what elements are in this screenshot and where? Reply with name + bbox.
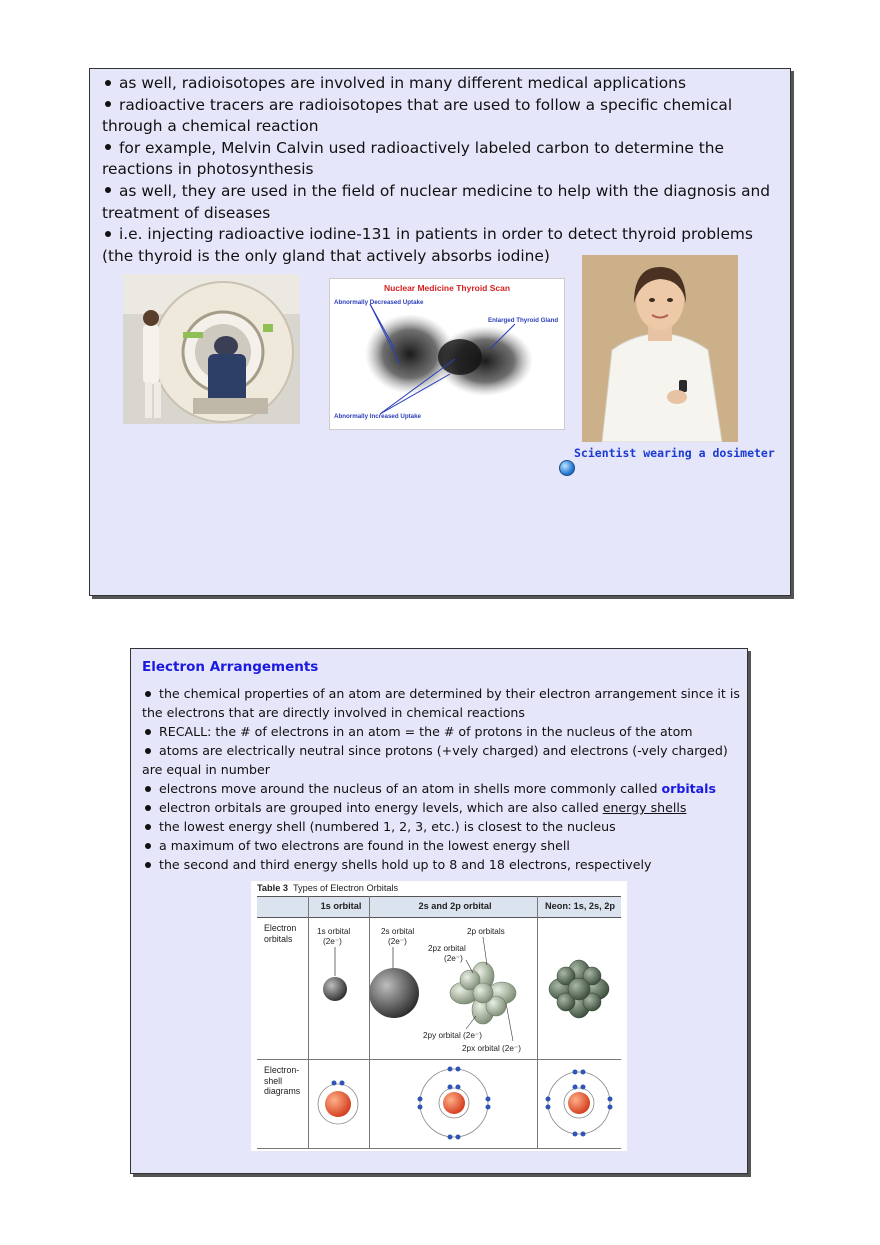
bullet-item <box>102 73 786 95</box>
term-energy-shells: energy shells <box>602 800 687 815</box>
bullet-item <box>102 138 786 181</box>
bullet-dot <box>105 101 111 107</box>
bullet-item <box>102 181 786 224</box>
label-2px: 2px orbital (2e⁻) <box>462 1044 521 1053</box>
bullet-item <box>142 836 742 855</box>
bullet-text: the chemical properties of an atom are determined by their electron arrangement since it is the electrons that are directly involved in chemical reactions <box>142 686 740 720</box>
scan-label-increased: Abnormally Increased Uptake <box>334 413 421 420</box>
label-1s-e: (2e⁻) <box>323 937 342 946</box>
bullet-dot <box>105 231 111 237</box>
orbital-diagrams <box>251 881 627 1151</box>
thyroid-scan-image <box>329 278 565 430</box>
bullet-text: as well, they are used in the field of nuclear medicine to help with the diagnosis and treatment of diseases <box>102 181 771 222</box>
scan-title: Nuclear Medicine Thyroid Scan <box>383 283 511 293</box>
bullet-dot <box>145 824 151 830</box>
ct-scanner-photo <box>123 274 300 424</box>
bullet-dot <box>145 748 151 754</box>
electron-orbitals-table <box>251 881 627 1151</box>
bullet-dot <box>145 729 151 735</box>
bullet-item <box>142 855 742 874</box>
bullet-text: the second and third energy shells hold up to 8 and 18 electrons, respectively <box>159 857 652 872</box>
bullet-text: atoms are electrically neutral since protons (+vely charged) and electrons (-vely charged) are equal in number <box>142 743 728 777</box>
photo-caption: Scientist wearing a dosimeter <box>574 446 775 460</box>
scan-label-decreased: Abnormally Decreased Uptake <box>334 299 424 306</box>
bullet-dot <box>105 187 111 193</box>
bullet-text: electrons move around the nucleus of an atom in shells more commonly called <box>159 781 662 796</box>
term-orbitals: orbitals <box>661 781 716 796</box>
label-1s: 1s orbital <box>317 927 351 936</box>
bullet-text: radioactive tracers are radioisotopes that are used to follow a specific chemical through a chemical reaction <box>102 95 733 136</box>
bullet-dot <box>145 691 151 697</box>
label-2s: 2s orbital <box>381 927 415 936</box>
bullet-text: for example, Melvin Calvin used radioactively labeled carbon to determine the reactions in photosynthesis <box>102 138 724 179</box>
bullet-text: i.e. injecting radioactive iodine-131 in patients in order to detect thyroid problems (the thyroid is the only gland that actively absorbs iodine) <box>102 225 753 265</box>
header-1s: 1s orbital <box>320 901 362 911</box>
bullet-dot <box>145 786 151 792</box>
bullet-text: the lowest energy shell (numbered 1, 2, 3, etc.) is closest to the nucleus <box>159 819 616 834</box>
bullet-item <box>142 684 742 722</box>
bullet-text: a maximum of two electrons are found in the lowest energy shell <box>159 838 570 853</box>
bullet-text: as well, radioisotopes are involved in many different medical applications <box>119 74 686 92</box>
bullet-item <box>142 798 742 817</box>
label-2pz-e: (2e⁻) <box>444 954 463 963</box>
scan-label-enlarged: Enlarged Thyroid Gland <box>488 317 559 324</box>
label-2p-orbitals: 2p orbitals <box>467 927 505 936</box>
table-number: Table 3 <box>257 883 288 893</box>
bullet-dot <box>145 862 151 868</box>
bullet-item <box>142 722 742 741</box>
bullet-dot <box>105 80 111 86</box>
globe-icon[interactable] <box>559 460 575 476</box>
label-2s-e: (2e⁻) <box>388 937 407 946</box>
bullet-dot <box>105 144 111 150</box>
bullet-dot <box>145 805 151 811</box>
slide-electron-arrangements <box>130 648 748 1174</box>
bullet-item <box>142 779 742 798</box>
row-label-shell-diagrams: Electron-shell diagrams <box>264 1065 301 1096</box>
bullet-text: RECALL: the # of electrons in an atom = the # of protons in the nucleus of the atom <box>159 724 693 739</box>
header-2s-2p: 2s and 2p orbital <box>418 901 492 911</box>
bullet-list <box>102 73 786 267</box>
bullet-item <box>142 741 742 779</box>
label-2py: 2py orbital (2e⁻) <box>423 1031 482 1040</box>
row-label-orbitals: Electron orbitals <box>264 923 297 944</box>
bullet-text: electron orbitals are grouped into energy levels, which are also called <box>159 800 603 815</box>
slide-radioisotopes <box>89 68 791 596</box>
bullet-dot <box>145 843 151 849</box>
bullet-item <box>142 817 742 836</box>
header-neon: Neon: 1s, 2s, 2p <box>545 901 615 911</box>
table-title: Types of Electron Orbitals <box>292 883 399 893</box>
bullet-item <box>102 95 786 138</box>
label-2pz: 2pz orbital <box>428 944 466 953</box>
bullet-list <box>142 684 742 874</box>
scientist-photo <box>582 255 738 442</box>
slide-title: Electron Arrangements <box>142 659 319 675</box>
